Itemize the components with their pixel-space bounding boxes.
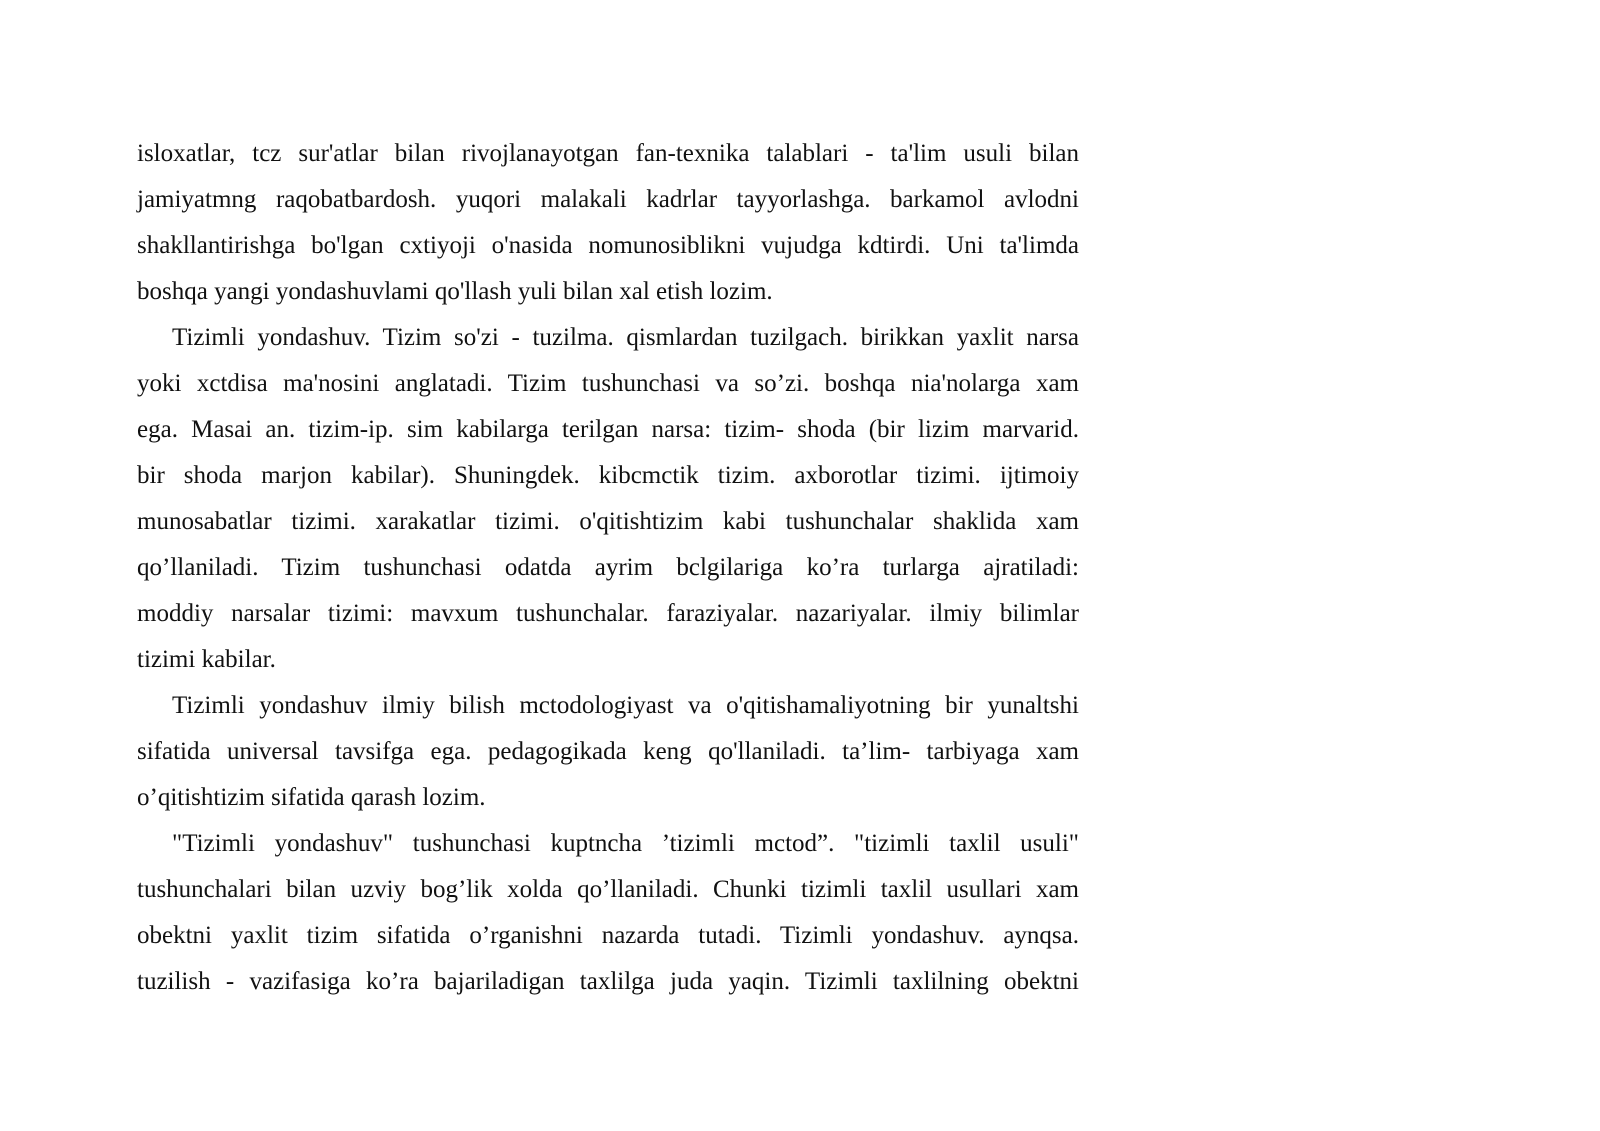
text-line: tizimi kabilar. xyxy=(137,646,276,673)
text-line: bir shoda marjon kabilar). Shuningdek. kibcmctik tizim. axborotlar tizimi. ijtimoiy xyxy=(137,462,1079,489)
text-line: munosabatlar tizimi. xarakatlar tizimi. o'qitishtizim kabi tushunchalar shaklida xam xyxy=(137,508,1079,535)
text-line: obektni yaxlit tizim sifatida o’rganishni nazarda tutadi. Tizimli yondashuv. aynqsa. xyxy=(137,922,1079,949)
text-line: ega. Masai an. tizim-ip. sim kabilarga terilgan narsa: tizim- shoda (bir lizim marvarid. xyxy=(137,416,1079,443)
text-line: moddiy narsalar tizimi: mavxum tushunchalar. faraziyalar. nazariyalar. ilmiy bilimlar xyxy=(137,600,1079,627)
document-page xyxy=(137,131,1079,1005)
text-line: jamiyatmng raqobatbardosh. yuqori malakali kadrlar tayyorlashga. barkamol avlodni xyxy=(137,186,1079,213)
paragraph-first-line: Tizimli yondashuv. Tizim so'zi - tuzilma. qismlardan tuzilgach. birikkan yaxlit narsa xyxy=(172,324,1079,351)
text-line: o’qitishtizim sifatida qarash lozim. xyxy=(137,784,486,811)
text-line: isloxatlar, tcz sur'atlar bilan rivojlanayotgan fan-texnika talablari - ta'lim usuli bilan xyxy=(137,140,1079,167)
text-line: tushunchalari bilan uzviy bog’lik xolda qo’llaniladi. Chunki tizimli taxlil usullari xam xyxy=(137,876,1079,903)
paragraph-first-line: Tizimli yondashuv ilmiy bilish mctodologiyast va o'qitishamaliyotning bir yunaltshi xyxy=(172,692,1079,719)
text-line: qo’llaniladi. Tizim tushunchasi odatda ayrim bclgilariga ko’ra turlarga ajratiladi: xyxy=(137,554,1079,581)
text-line: tuzilish - vazifasiga ko’ra bajariladigan taxlilga juda yaqin. Tizimli taxlilning obektni xyxy=(137,968,1079,995)
paragraph-first-line: "Tizimli yondashuv" tushunchasi kuptncha ’tizimli mctod”. "tizimli taxlil usuli" xyxy=(172,830,1079,857)
text-line: shakllantirishga bo'lgan cxtiyoji o'nasida nomunosiblikni vujudga kdtirdi. Uni ta'limda xyxy=(137,232,1079,259)
text-line: boshqa yangi yondashuvlami qo'llash yuli bilan xal etish lozim. xyxy=(137,278,773,305)
text-line: sifatida universal tavsifga ega. pedagogikada keng qo'llaniladi. ta’lim- tarbiyaga xam xyxy=(137,738,1079,765)
text-line: yoki xctdisa ma'nosini anglatadi. Tizim tushunchasi va so’zi. boshqa nia'nolarga xam xyxy=(137,370,1079,397)
